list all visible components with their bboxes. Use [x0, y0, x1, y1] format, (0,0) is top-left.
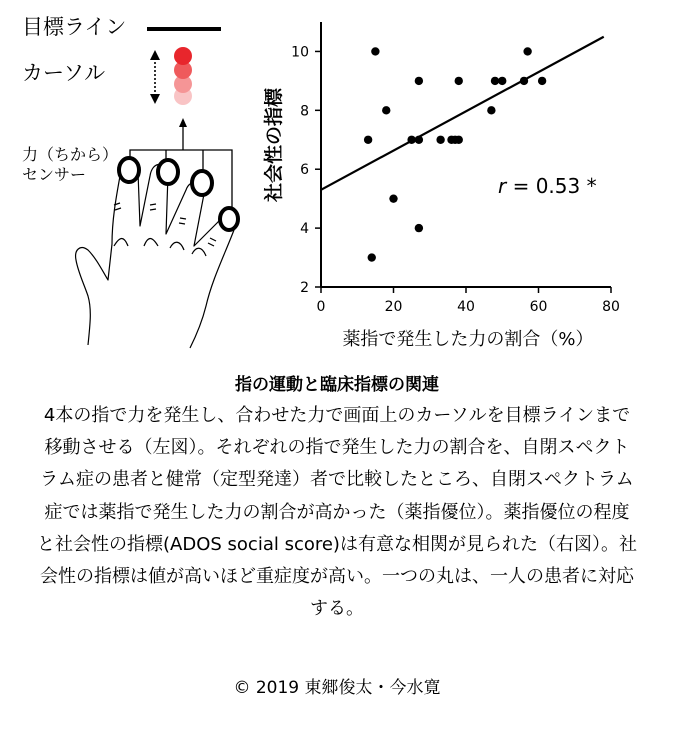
- data-points: [364, 47, 546, 262]
- data-point: [455, 136, 463, 144]
- x-axis-label: 薬指で発生した力の割合（%）: [342, 329, 594, 350]
- x-tick-label: 0: [316, 299, 326, 315]
- sensor-label-line1: 力（ちから）: [22, 145, 119, 164]
- data-point: [415, 136, 423, 144]
- copyright-credit: © 2019 東郷俊太・今水寛: [233, 678, 441, 698]
- cursor-motion-arrow-icon: [150, 50, 160, 104]
- data-point: [436, 136, 444, 144]
- y-tick-label: 4: [300, 221, 309, 238]
- data-point: [520, 77, 528, 85]
- data-point: [491, 77, 499, 85]
- x-tick-label: 20: [384, 299, 403, 315]
- data-point: [389, 194, 397, 202]
- regression-line: [321, 37, 604, 190]
- data-point: [364, 136, 372, 144]
- data-point: [415, 224, 423, 232]
- cursor-label: カーソル: [22, 61, 106, 85]
- y-tick-label: 6: [300, 162, 309, 179]
- y-axis-ticks: [291, 44, 321, 296]
- data-point: [382, 106, 390, 114]
- correlation-value: = 0.53 *: [506, 174, 597, 198]
- chart-axes: [321, 22, 611, 287]
- y-tick-label: 8: [300, 103, 309, 120]
- x-tick-label: 80: [602, 299, 620, 315]
- x-tick-label: 60: [529, 299, 548, 315]
- data-point: [538, 77, 546, 85]
- force-sensor-icon: [158, 160, 178, 184]
- x-tick-label: 40: [457, 299, 475, 315]
- data-point: [455, 77, 463, 85]
- y-tick-label: 2: [300, 280, 309, 296]
- data-point: [487, 106, 495, 114]
- data-point: [407, 136, 415, 144]
- x-axis-ticks: [317, 287, 620, 315]
- force-arrow-icon: [179, 118, 187, 150]
- data-point: [371, 47, 379, 55]
- y-tick-label: 10: [291, 44, 309, 61]
- target-line-label: 目標ライン: [22, 15, 127, 39]
- y-axis-label: 社会性の指標: [263, 87, 285, 203]
- fit-line: [321, 37, 604, 190]
- data-point: [523, 47, 531, 55]
- scatter-chart: [250, 0, 674, 360]
- correlation-r: r: [498, 174, 507, 198]
- force-sensor-icon: [220, 208, 238, 230]
- sensor-label-line2: センサー: [22, 165, 87, 184]
- cursor-dot: [174, 47, 192, 65]
- data-point: [498, 77, 506, 85]
- data-point: [368, 253, 376, 261]
- figure-title: 指の運動と臨床指標の関連: [235, 375, 439, 395]
- correlation-annotation: [498, 174, 597, 198]
- force-sensor-icon: [192, 171, 212, 195]
- figure-caption: 4本の指で力を発生し、合わせた力で画面上のカーソルを目標ラインまで移動させる（左図）。それぞれの指で発生した力の割合を、自閉スペクトラム症の患者と健常（定型発達）者で比較したところ、自閉スペクトラム症では薬指で発生した力の割合が高かった（薬指優位）。薬指優位の程度と社会性の指標(ADOS social score)は有意な相関が見られた（右図）。社会性の指標は値が高いほど重症度が高い。一つの丸は、一人の患者に対応する。: [37, 405, 637, 620]
- force-sensor-icon: [119, 158, 139, 182]
- data-point: [415, 77, 423, 85]
